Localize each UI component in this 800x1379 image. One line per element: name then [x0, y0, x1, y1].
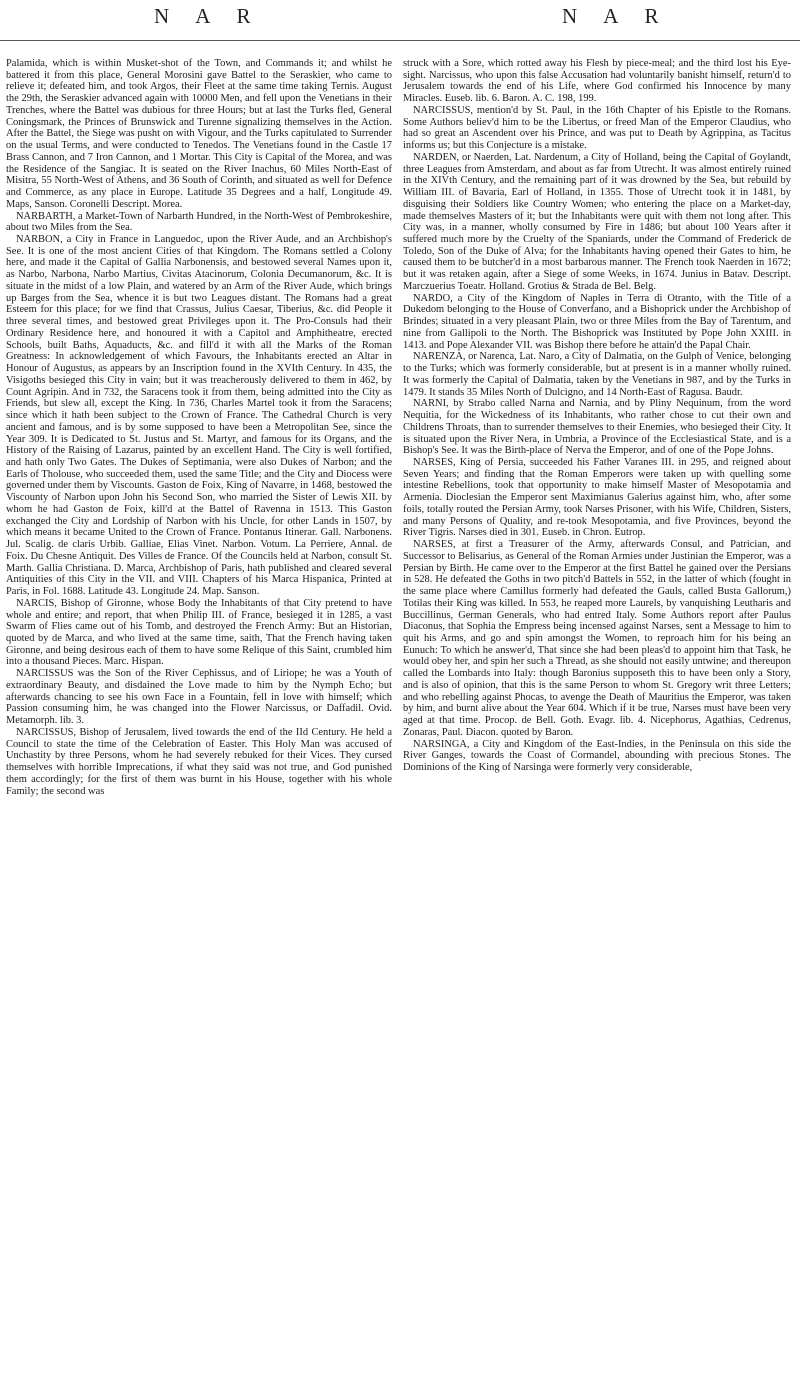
entry-paragraph: NARNI, by Strabo called Narna and Narnia, and by Pliny Nequinum, from the word Nequitia, for the Wickedness of its Inhabitants, who rather chose to cut their own and Childrens Throats, than to surrender themselves to their Enemies, who besieged their City. It is situated upon the River Nera, in Umbria, a Province of the Ecclesiastical State, and is a Bishop's See. It was the Birth-place of Nerva the Emperor, and of one of the Pope Johns.: [403, 398, 791, 457]
left-column: [6, 58, 392, 1376]
entry-paragraph: struck with a Sore, which rotted away his Flesh by piece-meal; and the third lost his Eye-sight. Narcissus, who upon this false Accusation had voluntarily banisht himself, return'd to Jerusalem towards the end of his Life, where God confirmed his Innocence by many Miracles. Euseb. lib. 6. Baron. A. C. 198, 199.: [403, 58, 791, 105]
entry-paragraph: NARCISSUS, mention'd by St. Paul, in the 16th Chapter of his Epistle to the Romans. Some Authors believ'd him to be the Libertus, or freed Man of the Emperor Claudius, who had so great an Ascendent over his Prince, and was put to Death by Agrippina, as Tacitus informs us; but this Conjecture is a mistake.: [403, 104, 791, 152]
running-head-right: N A R: [562, 4, 670, 28]
entry-paragraph: NARSES, King of Persia, succeeded his Father Varanes III. in 295, and reigned about Seven Years; and finding that the Roman Emperors were taken up with quelling some intestine Rebellions, took that opportunity to make himself Master of Mesopotamia and Armenia. Dioclesian the Emperor sent Maximianus Galerius against him, who, after some foils, totally routed the Persian Army, took Narses Prisoner, with his Wife, Children, Sisters, and many Persons of Quality, and re-took Mesopotamia, and five Provinces, beyond the River Tigris. Narses died in 301. Euseb. in Chron. Eutrop.: [403, 456, 791, 539]
entry-paragraph: NARDEN, or Naerden, Lat. Nardenum, a City of Holland, being the Capital of Goylandt, three Leagues from Amsterdam, and about as far from Utrecht. It was almost entirely ruined in the XIVth Century, and the remaining part of it was drowned by the Sea, but rebuild by William III. of Bavaria, Earl of Holland, in 1355. Those of Utrecht took it in 1481, by disguising their Soldiers like Country Women; who entering the place on a Market-day, made themselves Masters of it; but the Inhabitants were quit with them not long after. This City was, in a manner, wholly consumed by Fire in 1486; but about 100 Years after it suffered much more by the Cruelty of the Spaniards, under the Command of Frederick de Toledo, Son of the Duke of Alva; for the Inhabitants having opened their Gates to him, he caused them to be butcher'd in a most barbarous manner. The French took Naerden in 1672; but it was retaken again, after a Siege of some Weeks, in 1674. Junius in Batav. Descript. Marczuerius Toeatr. Holland. Grotius & Strada de Bel. Belg.: [403, 151, 791, 292]
running-head-left: N A R: [154, 4, 262, 28]
entry-paragraph: NARDO, a City of the Kingdom of Naples in Terra di Otranto, with the Title of a Dukedom belonging to the House of Converfano, and a Bishoprick under the Archbishop of Brindes; situated in a very pleasant Plain, two or three Miles from the Bay of Tarentum, and nine from Gallipoli to the North. The Bishoprick was Instituted by Pope John XXIII. in 1413. and Pope Alexander VII. was Bishop there before he attain'd the Papal Chair.: [403, 292, 791, 351]
entry-paragraph: NARENZA, or Narenca, Lat. Naro, a City of Dalmatia, on the Gulph of Venice, belonging to the Turks; which was formerly considerable, but at present is in a manner wholly ruined. It was formerly the Capital of Dalmatia, taken by the Venetians in 987, and by the Turks in 1479. It stands 35 Miles North of Dulcigno, and 14 North-East of Ragusa. Baudr.: [403, 351, 791, 398]
right-column: [403, 58, 791, 1376]
entry-paragraph: Palamida, which is within Musket-shot of the Town, and Commands it; and whilst he battered it from this place, General Morosini gave Battel to the Seraskier, who came to relieve it; defeated him, and took Argos, their Fleet at the same time taking Ternis. August the 29th, the Seraskier advanced again with 10000 Men, and fell upon the Venetians in their Trenches, where the Battel was dubious for three Hours; but at last the Turks fled, General Coningsmark, the Princes of Brunswick and Turenne signalizing themselves in the Action. After the Battel, the Siege was pusht on with Vigour, and the Turks capitulated to Surrender on the usual Terms, and were conducted to Tenedos. The Venetians found in the Castle 17 Brass Cannon, and 7 Iron Cannon, and 1 Mortar. This City is Capital of the Morea, and was the Residence of the Sangiac. It is seated on the River Inachus, 60 Miles North-East of Misitra, 55 North-West of Athens, and 36 South of Corinth, and situated as well for Defence and Commerce, as any place in Europe. Latitude 35 Degrees and a half, Longitude 49. Maps, Sanson. Coronelli Descript. Morea.: [6, 58, 392, 210]
entry-paragraph: NARCISSUS was the Son of the River Cephissus, and of Liriope; he was a Youth of extraordinary Beauty, and disdained the Love made to him by the Nymph Echo; but afterwards chancing to see his own Face in a Fountain, fell in love with himself; which Passion consuming him, he was changed into the Flower Narcissus, or Daffadil. Ovid. Metamorph. lib. 3.: [6, 668, 392, 727]
entry-paragraph: NARBON, a City in France in Languedoc, upon the River Aude, and an Archbishop's See. It is one of the most ancient Cities of that Kingdom. The Romans settled a Colony here, and made it the Capital of Gallia Narbonensis, and bestowed several Names upon it, as Narbo, Narbona, Narbo Martius, Civitas Atacinorum, Colonia Decumanorum, &c. It is situate in the midst of a low Plain, and watered by an Arm of the River Aude, which brings up Barges from the Sea, whence it is but two Leagues distant. The Romans had a great Esteem for this place; for we find that Crassus, Julius Caesar, Tiberius, &c. did People it three several times, and bestowed great Privileges upon it. The Pro-Consuls had their Ordinary Residence here, and honoured it with a Capitol and Amphitheatre, erected Schools, built Baths, Aquaducts, &c. and fill'd it with all the Marks of the Roman Greatness: In acknowledgement of which Favours, the Inhabitants erected an Altar in Honour of Augustus, as appears by an Inscription found in the XVIth Century. In 435, the Visigoths besieged this City in vain; but it was treacherously delivered to them in 462, by Count Agripin. And in 732, the Saracens took it from them, being admitted into the City as Friends, but slew all, except the King. In 736, Charles Martel took it from the Saracens; since which it hath been subject to the Crown of France. The Cathedral Church is very ancient and famous, and is by some supposed to have been a Metropolitan See, since the Year 309. It is Dedicated to St. Justus and St. Martyr, and famous for its Organs, and the History of the Raising of Lazarus, painted by an excellent Hand. The City is well fortified, and hath only Two Gates. The Dukes of Septimania, were also Dukes of Narbon; and the Earls of Tholouse, who succeeded them, used the same Title; and the City and Diocess were governed under them by Viscounts. Gaston de Foix, King of Navarre, in 1468, bestowed the Viscounty of Narbon upon John his Second Son, who married the Sister of Lewis XII. by whom he had Gaston de Foix, kill'd at the Battel of Ravenna in 1513. This Gaston exchanged the City and Lordship of Narbon with his Uncle, for other Lands in 1507, by which means it became United to the Crown of France. Pontanus Itinerar. Gall. Narbonens. Jul. Scalig. de claris Urbib. Galliae, Elias Vinet. Narbon. Votum. La Perriere, Annal. de Foix. Du Chesne Antiquit. Des Villes de France. Of the Councils held at Narbon, consult St. Marth. Gallia Christiana. D. Marca, Archbishop of Paris, hath published and cleared several Antiquities of this City in the VII. and VIII. Chapters of his Marca Hispanica, Printed at Paris, in Fol. 1688. Latitude 43. Longitude 24. Map. Sanson.: [6, 234, 392, 598]
entry-paragraph: NARCISSUS, Bishop of Jerusalem, lived towards the end of the IId Century. He held a Council to state the time of the Celebration of Easter. This Holy Man was accused of Unchastity by three Persons, whom he had severely rebuked for their Vices. They cursed themselves with horrible Imprecations, if what they said was not true, and God punished them accordingly; for the first of them was burnt in his House, together with his whole Family; the second was: [6, 726, 392, 797]
entry-paragraph: NARCIS, Bishop of Gironne, whose Body the Inhabitants of that City pretend to have whole and entire; and report, that when Philip III. of France, besieged it in 1285, a vast Swarm of Flies came out of his Tomb, and destroyed the French Army: But an Historian, quoted by de Marca, and who lived at the same time, saith, That the French having taken Gironne, and being desirous each of them to have some Relique of this Saint, crumbled him into a thousand Pieces. Marc. Hispan.: [6, 597, 392, 668]
entry-paragraph: NARSES, at first a Treasurer of the Army, afterwards Consul, and Patrician, and Successor to Belisarius, as General of the Roman Armies under Justinian the Emperor, was a Persian by Birth. He came over to the Emperor at the first Battel he gained over the Persians in 528. He defeated the Goths in two pitch'd Battels in 552, in the latter of which (fought in the same place where Camillus formerly had defeated the Gauls, called Busta Gallorum,) Totilas their King was killed. In 553, he reaped more Laurels, by vanquishing Leutharis and Buccillinus, German Generals, who had entred Italy. Some Authors report after Paulus Diaconus, that Sophia the Empress being incensed against Narses, sent a Message to him to quit his Arms, and go and spin amongst the Women, to reproach him for his being an Eunuch: To which he answer'd, That since she had been pleas'd to appoint him that Task, he would obey her, and spin her such a Thread, as she should not easily untwine; and thereupon called the Lombards into Italy: though Baronius supposeth this to have been only a Story, and is also of opinion, that this is the same Person to whom St. Gregory writ three Letters; and who rebelling against Phocas, to avenge the Death of Mauritius the Emperor, was taken by him, and burnt alive about the Year 604. Which if it be true, Narses must have been very aged at that time. Procop. de Bell. Goth. Evagr. lib. 4. Nicephorus, Agathias, Cedrenus, Zonaras, Paul. Diacon. quoted by Baron.: [403, 539, 791, 738]
entry-paragraph: NARBARTH, a Market-Town of Narbarth Hundred, in the North-West of Pembrokeshire, about two Miles from the Sea.: [6, 210, 392, 234]
running-head: [0, 0, 800, 41]
entry-paragraph: NARSINGA, a City and Kingdom of the East-Indies, in the Peninsula on this side the River Ganges, towards the Coast of Cormandel, abounding with precious Stones. The Dominions of the King of Narsinga were formerly very considerable,: [403, 738, 791, 774]
